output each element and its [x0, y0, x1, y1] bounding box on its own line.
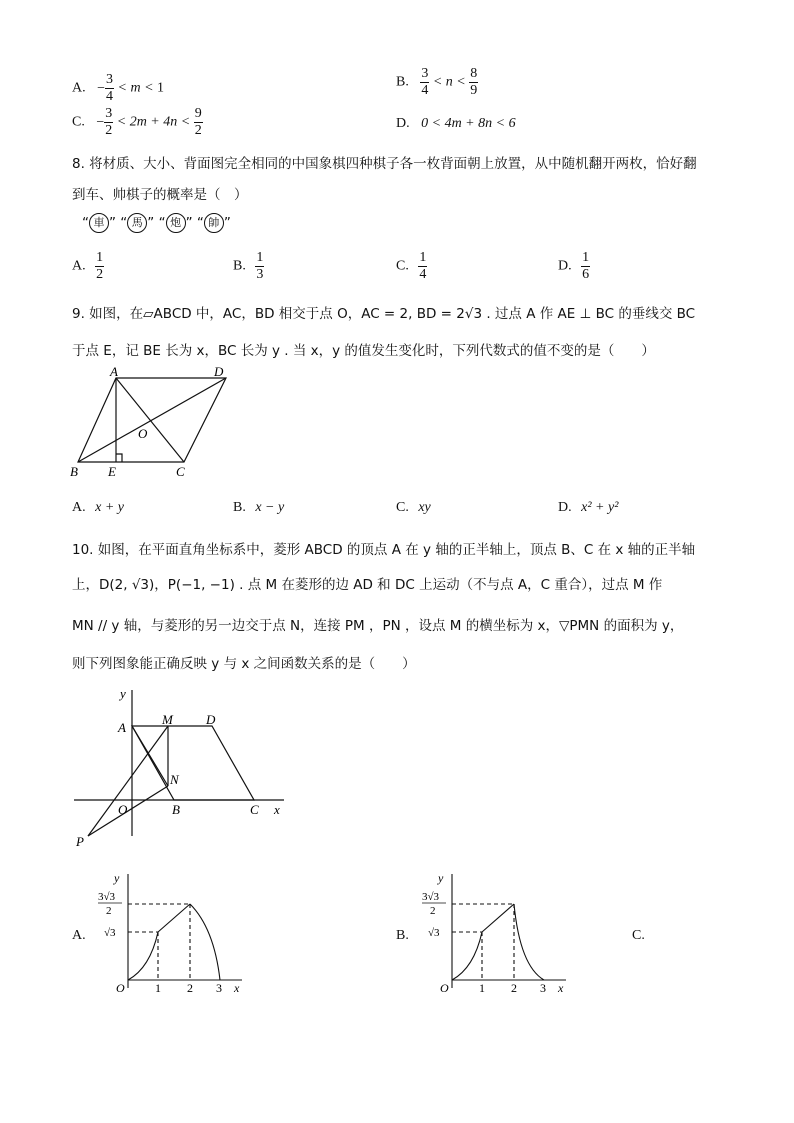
label-b: B	[70, 464, 78, 479]
svg-text:3√3: 3√3	[422, 891, 440, 903]
label-a: A	[110, 366, 118, 379]
q10-line3: MN // y 轴，与菱形的另一边交于点 N，连接 PM ，PN ，设点 M 的横坐标为 x，▽PMN 的面积为 y，	[72, 618, 684, 634]
q8-option-a: A. $\frac{1}{2}$	[72, 250, 104, 282]
svg-text:B: B	[172, 802, 180, 817]
q10-line2: 上，D(2, √3)，P(−1, −1) . 点 M 在菱形的边 AD 和 DC 上运动（不与点 A，C 重合），过点 M 作	[72, 577, 663, 593]
q8-option-b: B. $\frac{1}{3}$	[233, 250, 264, 282]
label-c: C	[176, 464, 185, 479]
svg-text:O: O	[440, 981, 449, 995]
svg-text:1: 1	[479, 981, 485, 995]
label-o: O	[138, 426, 148, 441]
q10-option-c-label: C.	[632, 928, 645, 943]
svg-text:x: x	[234, 981, 240, 995]
chess-piece-ma: 馬	[127, 213, 147, 233]
q9-parallelogram-figure	[66, 366, 236, 480]
curve-segment-1	[452, 932, 482, 980]
svg-text:A: A	[118, 720, 126, 735]
q10-option-b-graph	[412, 870, 582, 998]
svg-text:O: O	[118, 802, 128, 817]
q7-option-a: A. − $\frac{3}{4}$ < m < 1	[72, 72, 165, 104]
svg-text:O: O	[116, 981, 125, 995]
curve-segment-1	[128, 932, 158, 980]
label-e: E	[108, 464, 116, 479]
svg-text:1: 1	[155, 981, 161, 995]
svg-text:3: 3	[216, 981, 222, 995]
chess-piece-pao: 炮	[166, 213, 186, 233]
q10-line1: 10. 如图，在平面直角坐标系中，菱形 ABCD 的顶点 A 在 y 轴的正半轴上，顶点 B、C 在 x 轴的正半轴	[72, 542, 696, 558]
svg-text:2: 2	[511, 981, 517, 995]
label-d: D	[214, 366, 224, 379]
q10-rhombus-figure	[70, 686, 300, 848]
q9-option-a: A. x + y	[72, 500, 124, 515]
q9-option-d: D. x² + y²	[558, 500, 619, 515]
svg-text:√3: √3	[428, 927, 440, 939]
q8-pieces: “ 車 ” “ 馬 ” “ 炮 ” “ 帥 ”	[82, 215, 231, 231]
chess-piece-che: 車	[89, 213, 109, 233]
svg-text:2: 2	[430, 905, 436, 917]
q8-option-c: C. $\frac{1}{4}$	[396, 250, 427, 282]
curve-segment-3	[190, 904, 220, 980]
svg-text:N: N	[170, 772, 179, 787]
q9-option-b: B. x − y	[233, 500, 285, 515]
diagonal-bd	[78, 378, 226, 462]
right-angle-mark	[116, 454, 122, 462]
q10-option-a-label: A.	[72, 928, 86, 943]
q7-option-c: C. − $\frac{3}{2}$ < 2m + 4n < $\frac{9}{2}$	[72, 106, 202, 138]
q8-line1: 8. 将材质、大小、背面图完全相同的中国象棋四种棋子各一枚背面朝上放置，从中随机翻开两枚，恰好翻	[72, 156, 697, 172]
q7-option-b-label: B.	[396, 74, 409, 90]
svg-text:P: P	[76, 834, 84, 848]
segment-pm	[88, 726, 168, 836]
q10-option-b-label: B.	[396, 928, 409, 943]
svg-text:M: M	[162, 712, 173, 727]
q7-option-b: B. $\frac{3}{4}$ < n < $\frac{8}{9}$	[396, 66, 478, 98]
curve-segment-3	[514, 904, 544, 980]
svg-text:√3: √3	[104, 927, 116, 939]
segment-pn	[88, 786, 168, 836]
svg-text:y: y	[438, 871, 444, 885]
svg-text:y: y	[114, 871, 120, 885]
svg-text:2: 2	[106, 905, 112, 917]
svg-text:3√3: 3√3	[98, 891, 116, 903]
svg-text:D: D	[206, 712, 216, 727]
diagonal-ac	[116, 378, 184, 462]
q9-line1: 9. 如图，在▱ABCD 中，AC，BD 相交于点 O，AC = 2, BD = 2√3 . 过点 A 作 AE ⊥ BC 的垂线交 BC	[72, 306, 696, 322]
svg-text:x: x	[558, 981, 564, 995]
q8-line2: 到车、帅棋子的概率是（ ）	[72, 187, 248, 203]
q9-line2: 于点 E，记 BE 长为 x，BC 长为 y . 当 x，y 的值发生变化时，下列代数式的值不变的是（ ）	[72, 343, 655, 359]
q7-option-a-label: A.	[72, 80, 86, 96]
q9-option-c: C. xy	[396, 500, 431, 515]
svg-text:y: y	[120, 686, 126, 701]
svg-text:x: x	[274, 802, 280, 817]
q7-option-c-label: C.	[72, 114, 85, 130]
q10-option-a-graph	[88, 870, 258, 998]
svg-text:C: C	[250, 802, 259, 817]
q8-option-d: D. $\frac{1}{6}$	[558, 250, 590, 282]
q7-option-d: D. 0 < 4m + 8n < 6	[396, 116, 516, 131]
curve-segment-2	[158, 904, 190, 932]
rhombus-abcd	[132, 726, 254, 800]
q7-option-d-label: D.	[396, 116, 410, 131]
svg-text:2: 2	[187, 981, 193, 995]
svg-text:3: 3	[540, 981, 546, 995]
curve-segment-2	[482, 904, 514, 932]
q10-line4: 则下列图象能正确反映 y 与 x 之间函数关系的是（ ）	[72, 656, 416, 672]
chess-piece-shuai: 帥	[204, 213, 224, 233]
